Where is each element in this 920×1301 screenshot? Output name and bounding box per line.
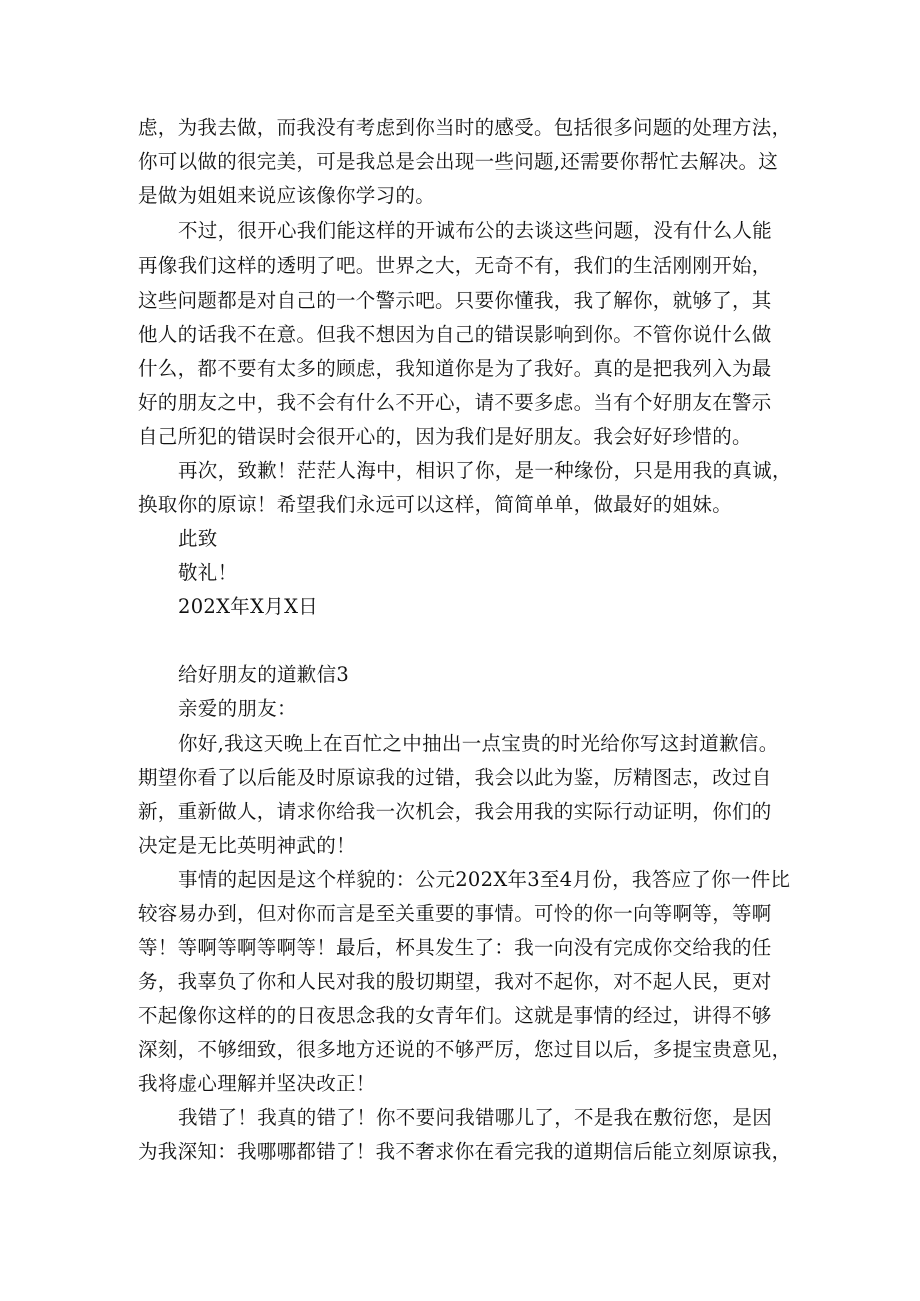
text-line: 他人的话我不在意。但我不想因为自己的错误影响到你。不管你说什么做 (138, 323, 772, 346)
text-line: 事情的起因是这个样貌的：公元202X年3至4月份，我答应了你一件比 (178, 868, 791, 891)
text-line: 我将虚心理解并坚决改正！ (138, 1072, 376, 1095)
text-line: 虑，为我去做，而我没有考虑到你当时的感受。包括很多问题的处理方法， (138, 116, 792, 139)
text-line: 再次，致歉！茫茫人海中，相识了你，是一种缘份，只是用我的真诚， (178, 459, 792, 482)
closing-text: 此致 (178, 527, 218, 550)
text-line: 这些问题都是对自己的一个警示吧。只要你懂我，我了解你，就够了，其 (138, 289, 772, 312)
text-line: 为我深知：我哪哪都错了！我不奢求你在看完我的道期信后能立刻原谅我， (138, 1140, 792, 1163)
date-text: 202X年X月X日 (178, 595, 319, 618)
text-line: 你可以做的很完美，可是我总是会出现一些问题,还需要你帮忙去解决。这 (138, 150, 779, 173)
text-line: 再像我们这样的透明了吧。世界之大，无奇不有，我们的生活刚刚开始， (138, 254, 772, 277)
text-line: 我错了！我真的错了！你不要问我错哪儿了，不是我在敷衍您，是因 (178, 1106, 773, 1129)
text-line: 自己所犯的错误时会很开心的，因为我们是好朋友。我会好好珍惜的。 (138, 425, 752, 448)
text-line: 换取你的原谅！希望我们永远可以这样，简简单单，做最好的姐妹。 (138, 493, 733, 516)
text-line: 新，重新做人，请求你给我一次机会，我会用我的实际行动证明，你们的 (138, 800, 772, 823)
text-line: 是做为姐姐来说应该像你学习的。 (138, 184, 436, 207)
text-line: 你好,我这天晚上在百忙之中抽出一点宝贵的时光给你写这封道歉信。 (178, 732, 779, 755)
text-line: 好的朋友之中，我不会有什么不开心，请不要多虑。当有个好朋友在警示 (138, 391, 772, 414)
salute-text: 敬礼！ (178, 561, 238, 584)
text-line: 较容易办到，但对你而言是至关重要的事情。可怜的你一向等啊等，等啊 (138, 902, 772, 925)
text-line: 深刻，不够细致，很多地方还说的不够严厉，您过目以后，多提宝贵意见， (138, 1038, 792, 1061)
text-line: 期望你看了以后能及时原谅我的过错，我会以此为鉴，厉精图志，改过自 (138, 766, 772, 789)
greeting-text: 亲爱的朋友： (178, 697, 297, 720)
text-line: 决定是无比英明神武的！ (138, 834, 356, 857)
text-line: 务，我辜负了你和人民对我的殷切期望，我对不起你，对不起人民，更对 (138, 970, 772, 993)
letter-title: 给好朋友的道歉信3 (178, 663, 350, 686)
text-line: 不起像你这样的的日夜思念我的女青年们。这就是事情的经过，讲得不够 (138, 1004, 772, 1027)
text-line: 等！等啊等啊等啊等！最后，杯具发生了：我一向没有完成你交给我的任 (138, 936, 772, 959)
text-line: 什么，都不要有太多的顾虑，我知道你是为了我好。真的是把我列入为最 (138, 357, 772, 380)
text-line: 不过，很开心我们能这样的开诚布公的去谈这些问题，没有什么人能 (178, 219, 773, 242)
